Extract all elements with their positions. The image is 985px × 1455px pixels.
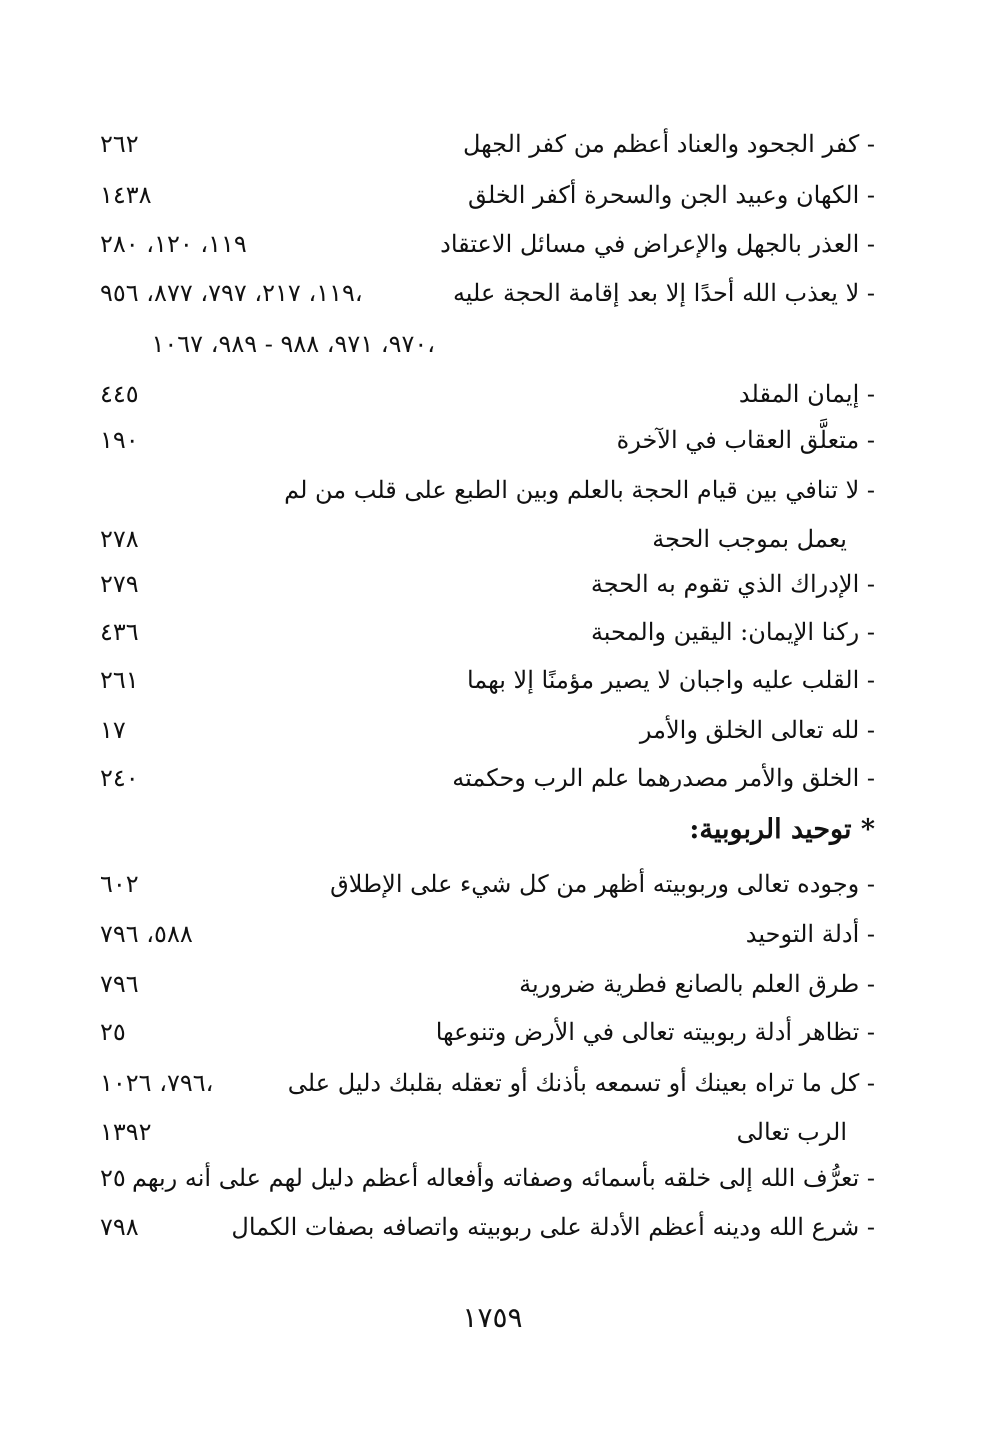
entry-pages: ٢٧٨ [100,525,139,553]
entry-text: - العذر بالجهل والإعراض في مسائل الاعتقاد [440,230,875,258]
entry-text: - إيمان المقلد [738,380,875,408]
entry-pages: ٧٩٦، ١٠٢٦، [100,1069,214,1097]
entry-text: - الخلق والأمر مصدرهما علم الرب وحكمته [452,764,875,792]
entry-pages: ١٩٠ [100,426,139,454]
index-entry [100,914,875,954]
entry-pages: ٧٩٦ [100,970,139,998]
entry-pages: ٤٣٦ [100,618,139,646]
index-entry [100,710,875,750]
index-entry [100,1207,875,1247]
entry-pages: ١٤٣٨ [100,181,152,209]
index-entry [100,470,875,510]
index-entry [100,964,875,1004]
entry-pages: ٧٩٨ [100,1213,139,1241]
entry-pages: ٢٧٩ [100,570,139,598]
entry-text: - لا تنافي بين قيام الحجة بالعلم وبين الطبع على قلب من لم [284,476,875,504]
entry-pages: ٥٨٨، ٧٩٦ [100,920,193,948]
index-entry [100,864,875,904]
index-entry-continuation [100,1112,875,1152]
entry-text: - ركنا الإيمان: اليقين والمحبة [590,618,875,646]
page-number: ١٧٥٩ [462,1301,523,1334]
index-entry [100,660,875,700]
entry-text: - تعرُّف الله إلى خلقه بأسمائه وصفاته وأفعاله أعظم دليل لهم على أنه ربهم [131,1164,875,1192]
entry-text: - الكهان وعبيد الجن والسحرة أكفر الخلق [467,181,875,209]
entry-pages: ١٧ [100,716,126,744]
index-entry [100,1012,875,1052]
entry-pages: ١١٩، ٢١٧، ٧٩٧، ٨٧٧، ٩٥٦، [100,279,363,307]
entry-text: - كفر الجحود والعناد أعظم من كفر الجهل [462,130,875,158]
entry-pages: ٢٥ [100,1018,126,1046]
entry-text: - شرع الله ودينه أعظم الأدلة على ربوبيته واتصافه بصفات الكمال [231,1213,875,1241]
index-entry [100,273,875,313]
index-entry [100,1063,875,1103]
index-entry [100,374,875,414]
index-entry [100,758,875,798]
entry-pages: ٦٠٢ [100,870,139,898]
entry-text: - لله تعالى الخلق والأمر [639,716,875,744]
index-entry [100,564,875,604]
index-entry [100,420,875,460]
index-entry-continuation [100,324,875,364]
index-entry-continuation [100,519,875,559]
entry-text: - كل ما تراه بعينك أو تسمعه بأذنك أو تعقله بقلبك دليل على [287,1069,875,1097]
entry-text: الرب تعالى [736,1118,847,1146]
index-entry [100,224,875,264]
entry-text: - متعلَّق العقاب في الآخرة [616,426,875,454]
entry-pages: ٢٤٠ [100,764,139,792]
entry-text: - القلب عليه واجبان لا يصير مؤمنًا إلا بهما [466,666,875,694]
entry-pages: ١١٩، ١٢٠، ٢٨٠ [100,230,247,258]
index-entry [100,612,875,652]
entry-pages: ٩٧٠، ٩٧١، ٩٨٨ - ٩٨٩، ١٠٦٧، [151,330,435,358]
section-heading: * توحيد الربوبية: [689,814,875,845]
entry-text: - الإدراك الذي تقوم به الحجة [590,570,875,598]
index-entry [100,124,875,164]
index-entry [100,1158,875,1198]
entry-text: - وجوده تعالى وربوبيته أظهر من كل شيء على الإطلاق [330,870,875,898]
entry-pages: ٤٤٥ [100,380,139,408]
entry-pages: ١٣٩٢ [100,1118,152,1146]
index-entry [100,175,875,215]
entry-text: - تظاهر أدلة ربوبيته تعالى في الأرض وتنوعها [435,1018,875,1046]
entry-text: - أدلة التوحيد [745,920,875,948]
entry-pages: ٢٦٢ [100,130,139,158]
entry-text: يعمل بموجب الحجة [652,525,847,553]
entry-pages: ٢٦١ [100,666,139,694]
entry-pages: ٢٥ [100,1164,126,1192]
entry-text: - طرق العلم بالصانع فطرية ضرورية [519,970,875,998]
entry-text: - لا يعذب الله أحدًا إلا بعد إقامة الحجة عليه [452,279,875,307]
